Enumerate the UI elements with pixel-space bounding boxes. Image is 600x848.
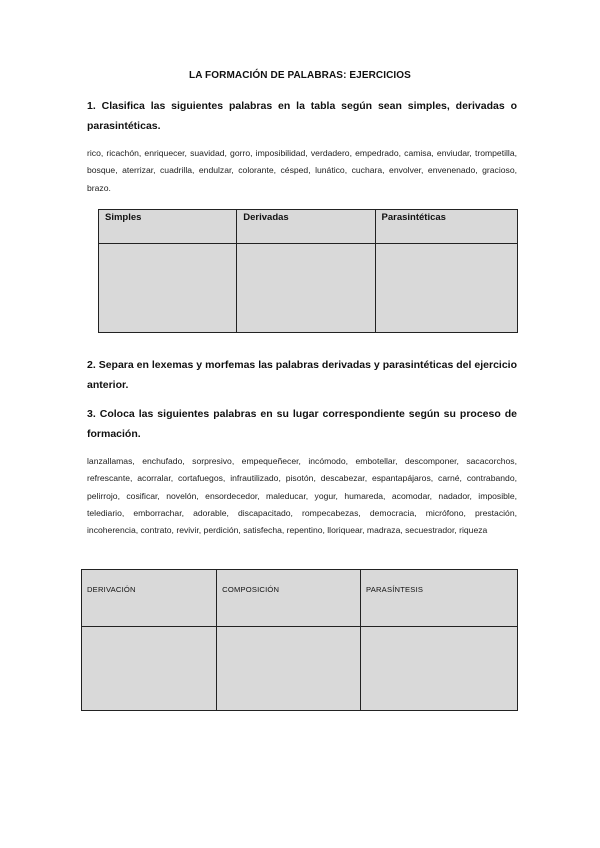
exercise-1-question: 1. Clasifica las siguientes palabras en la tabla según sean simples, derivadas o parasintéticas. xyxy=(87,100,517,132)
table2-cell-derivacion[interactable] xyxy=(82,627,217,711)
table1-cell-simples[interactable] xyxy=(99,244,237,333)
exercise-2-question: 2. Separa en lexemas y morfemas las palabras derivadas y parasintéticas del ejercicio anterior. xyxy=(87,359,517,391)
table1-cell-parasinteticas[interactable] xyxy=(375,244,517,333)
exercise-3-question: 3. Coloca las siguientes palabras en su lugar correspondiente según su proceso de formación. xyxy=(87,408,517,440)
table2-header-composicion: COMPOSICIÓN xyxy=(217,570,361,627)
exercise-3-word-list: lanzallamas, enchufado, sorpresivo, empequeñecer, incómodo, embotellar, descomponer, sacacorchos, refrescante, acorralar, cortafuegos, infrautilizado, pisotón, descabezar, espantapájaros, carné, contrabando, pelirrojo, cosificar, novelón, ensordecedor, maleducar, yogur, humareda, acomodar, nadador, imposible, telediario, emborrachar, adorable, discapacitado, rompecabezas, democracia, micrófono, prestación, incoherencia, contrato, revivir, perdición, satisfecha, repentino, lloriquear, madraza, secuestrador, riqueza xyxy=(87,456,517,536)
classification-table-1 xyxy=(98,209,518,333)
table2-header-derivacion: DERIVACIÓN xyxy=(82,570,217,627)
table2-cell-composicion[interactable] xyxy=(217,627,361,711)
table1-header-simples: Simples xyxy=(99,210,237,244)
classification-table-2 xyxy=(81,569,518,711)
table1-header-derivadas: Derivadas xyxy=(237,210,375,244)
table1-header-parasinteticas: Parasintéticas xyxy=(375,210,517,244)
table2-header-parasintesis: PARASÍNTESIS xyxy=(361,570,518,627)
exercise-1-word-list: rico, ricachón, enriquecer, suavidad, gorro, imposibilidad, verdadero, empedrado, camisa, enviudar, trompetilla, bosque, aterrizar, cuadrilla, endulzar, colorante, césped, lunático, cuchara, envolver, envenenado, gracioso, brazo. xyxy=(87,148,517,193)
table1-cell-derivadas[interactable] xyxy=(237,244,375,333)
table2-cell-parasintesis[interactable] xyxy=(361,627,518,711)
page-title: LA FORMACIÓN DE PALABRAS: EJERCICIOS xyxy=(189,70,411,81)
